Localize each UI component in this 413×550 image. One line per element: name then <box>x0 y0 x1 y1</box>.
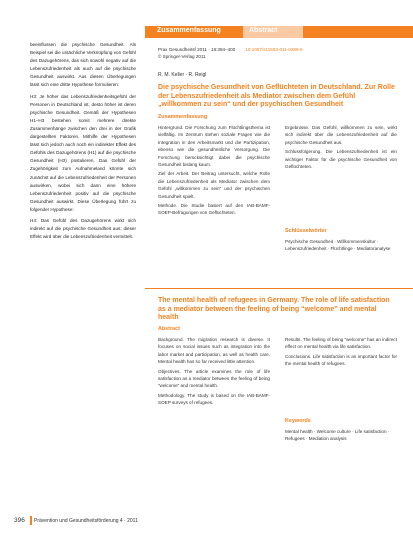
abstract-paragraph: Ergebnisse. Das Gefühl, willkommen zu sein, wirkt sich indirekt über die Lebenszufriedenheit auf die psychische Gesundheit aus. <box>285 125 397 145</box>
article-meta <box>158 46 303 60</box>
abstract-paragraph: Ziel der Arbeit. Der Beitrag untersucht, welche Rolle die Lebenszufriedenheit als Mediator zwischen dem Gefühl „willkommen zu sein“ und der psychischen Gesundheit spielt. <box>158 171 270 199</box>
abstract-paragraph: Background. The migration research is diverse. It focuses on social issues such as integration into the labor market and participation, as well as health care. Mental health has so far received little attention. <box>158 337 270 365</box>
page-number: 396 <box>14 517 25 524</box>
article-title-de: Die psychische Gesundheit von Geflüchteten in Deutschland. Zur Rolle der Lebenszufriedenheit als Mediator zwischen dem Gefühl „willkommen zu sein“ und der psychischen Gesundheit <box>158 84 395 108</box>
footer-accent-bar <box>30 516 32 525</box>
tab-abstract-container <box>243 26 303 38</box>
abstract-paragraph: Methodology. The study is based on the IAB-BAMF-SOEP surveys of refugees. <box>158 392 270 406</box>
page-footer <box>0 515 413 527</box>
abstract-paragraph: Objectives. The article examines the role of life satisfaction as a mediator between the feeling of being “welcome” and mental health. <box>158 368 270 389</box>
article-title-en: The mental health of refugees in Germany. The role of life satisfaction as a mediator between the feeling of being “welcome” and mental health <box>158 297 390 321</box>
keywords-en: Mental health · Welcome culture · Life satisfaction · Refugees · Mediation analysis <box>285 429 390 442</box>
abstract-de-col1 <box>158 124 270 219</box>
abstract-paragraph: Schlussfolgerung. Die Lebenszufriedenheit ist ein wichtiger Faktor für die psychische Gesundheit von Geflüchteten. <box>285 149 397 170</box>
copyright-line: © Springer-Verlag 2011 <box>158 54 206 59</box>
abstract-en-col1 <box>158 336 270 409</box>
abstract-de-col2 <box>285 124 397 172</box>
doi-link[interactable]: 10.1007/s11553-011-0288-6 <box>245 47 303 52</box>
journal-citation: Prax Gesundheitsf 2011 · 16:394–400 <box>158 47 236 52</box>
abstract-heading-de: Zusammenfassung <box>158 114 208 120</box>
abstract-paragraph: Conclusions. Life satisfaction is an important factor for the mental health of refugees. <box>285 353 397 367</box>
section-divider <box>145 288 413 289</box>
abstract-paragraph: Hintergrund. Die Forschung zum Flüchtlingsthema ist vielfältig. Im Zentrum stehen soziale Fragen wie die Integration in den Arbeitsmarkt und die Partizipation, ebenso wie die gesundheitliche Versorgung. Die Forschung berücksichtigt dabei die psychische Gesundheit bislang kaum. <box>158 125 270 168</box>
body-paragraph: H3: Je höher das Lebenszufriedenheitsgefühl der Personen in Deutschland ist, desto höher ist deren psychische Gesundheit. Gemäß der Hypothesen H1–H3 bestehen somit mehrere direkte Zusammenhänge zwischen den drei in der Grafik dargestellten Faktoren. Mithilfe der Hypothesen lässt sich jedoch auch noch ein indirekter Effekt des Gefühls des Dazugehörens (H1) auf die psychische Gesundheit (H3) postulieren. Das Gefühl der Zugehörigkeit zum Aufnahmeland könnte sich zunächst auf die Lebenszufriedenheit der Personen auswirken, wobei sich dann eine höhere Lebenszufriedenheit positiv auf die psychische Gesundheit auswirkt. Diese Überlegung führt zu folgender Hypothese: <box>30 93 136 212</box>
abstract-paragraph: Results. The feeling of being “welcome” has an indirect effect on mental health via life satisfaction. <box>285 337 397 350</box>
section-header-bar <box>145 26 413 38</box>
left-body-column <box>30 41 136 244</box>
keywords-heading-en: Keywords <box>285 418 311 424</box>
footer-journal: Prävention und Gesundheitsförderung 4 · 2011 <box>34 518 138 524</box>
tab-abstract: Abstract <box>249 27 278 34</box>
abstract-heading-en: Abstract <box>158 326 180 332</box>
tab-zusammenfassung: Zusammenfassung <box>157 27 221 34</box>
abstract-paragraph: Methode. Die Studie basiert auf den IAB-BAMF-SOEP-Befragungen von Geflüchteten. <box>158 203 270 216</box>
abstract-en-col2 <box>285 336 397 370</box>
author-line: R. M. Keller · R. Reigl <box>158 72 207 78</box>
body-paragraph: beeinflussen die psychische Gesundheit. Als Beispiel sei die ursächliche Verknüpfung von Gefühl des Dazugehörens, das sich sowohl negativ auf die Lebenszufriedenheit als auch auf die psychische Gesundheit auswirkt. Aus diesen Überlegungen lässt sich eine dritte Hypothese formulieren: <box>30 42 136 88</box>
body-paragraph: H4: Das Gefühl des Dazugehörens wirkt sich indirekt auf die psychische Gesundheit aus; dieser Effekt wird über die Lebenszufriedenheit vermittelt. <box>30 217 136 240</box>
keywords-heading-de: Schlüsselwörter <box>285 228 327 234</box>
keywords-de: Psychische Gesundheit · Willkommenskultur · Lebenszufriedenheit · Flüchtlinge · Mediatoranalyse <box>285 239 391 252</box>
